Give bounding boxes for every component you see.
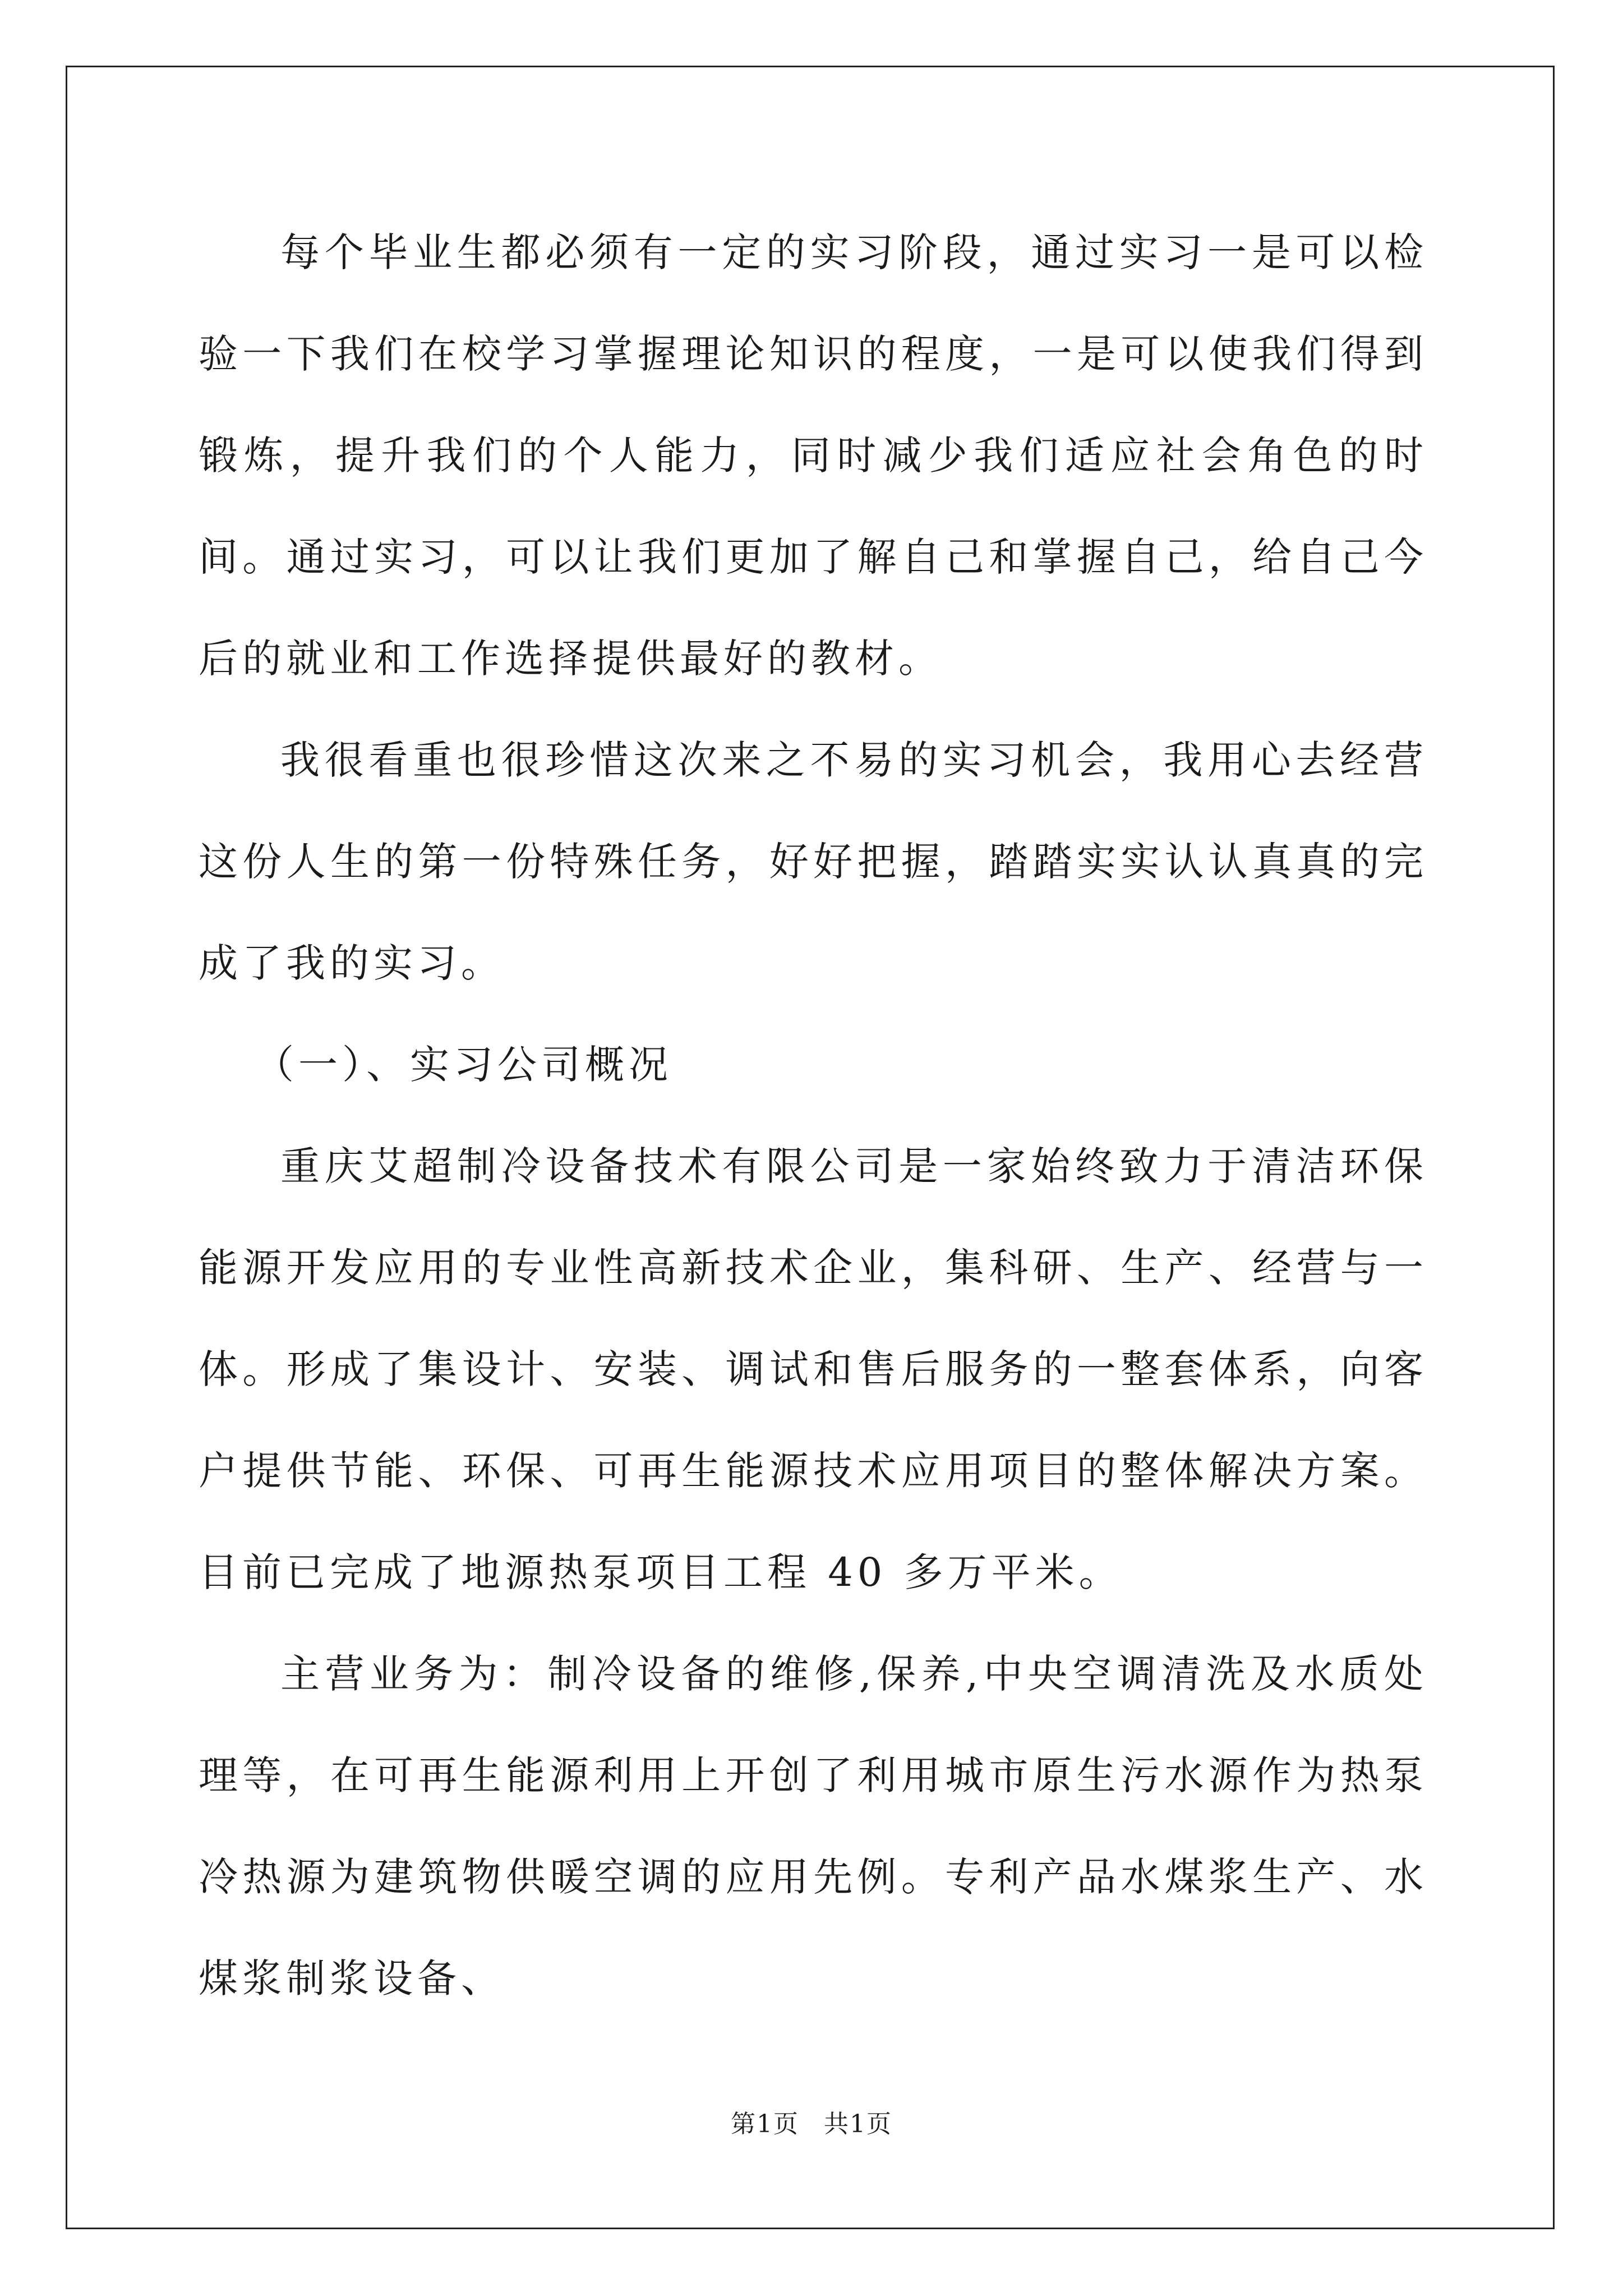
page-number-total: 共1页 bbox=[824, 2110, 892, 2138]
paragraph-main-business: 主营业务为：制冷设备的维修,保养,中央空调清洗及水质处理等，在可再生能源利用上开创了利用城市原生污水源作为热泵冷热源为建筑物供暖空调的应用先例。专利产品水煤浆生产、水煤浆制浆设备、 bbox=[199, 1651, 1428, 2001]
paragraph-internship-purpose: 每个毕业生都必须有一定的实习阶段，通过实习一是可以检验一下我们在校学习掌握理论知识的程度，一是可以使我们得到锻炼，提升我们的个人能力，同时减少我们适应社会角色的时间。通过实习，可以让我们更加了解自己和掌握自己，给自己今后的就业和工作选择提供最好的教材。 bbox=[199, 229, 1428, 682]
document-body bbox=[199, 202, 1428, 2030]
paragraph-internship-attitude: 我很看重也很珍惜这次来之不易的实习机会，我用心去经营这份人生的第一份特殊任务，好好把握，踏踏实实认认真真的完成了我的实习。 bbox=[199, 737, 1428, 986]
page-number-current: 第1页 bbox=[731, 2110, 799, 2138]
section-heading-company-overview: （一）、实习公司概况 bbox=[255, 1042, 672, 1088]
page-footer bbox=[0, 2104, 1623, 2139]
paragraph-company-intro: 重庆艾超制冷设备技术有限公司是一家始终致力于清洁环保能源开发应用的专业性高新技术企业，集科研、生产、经营与一体。形成了集设计、安装、调试和售后服务的一整套体系，向客户提供节能、环保、可再生能源技术应用项目的整体解决方案。目前已完成了地源热泵项目工程 40 多万平米。 bbox=[199, 1143, 1428, 1595]
